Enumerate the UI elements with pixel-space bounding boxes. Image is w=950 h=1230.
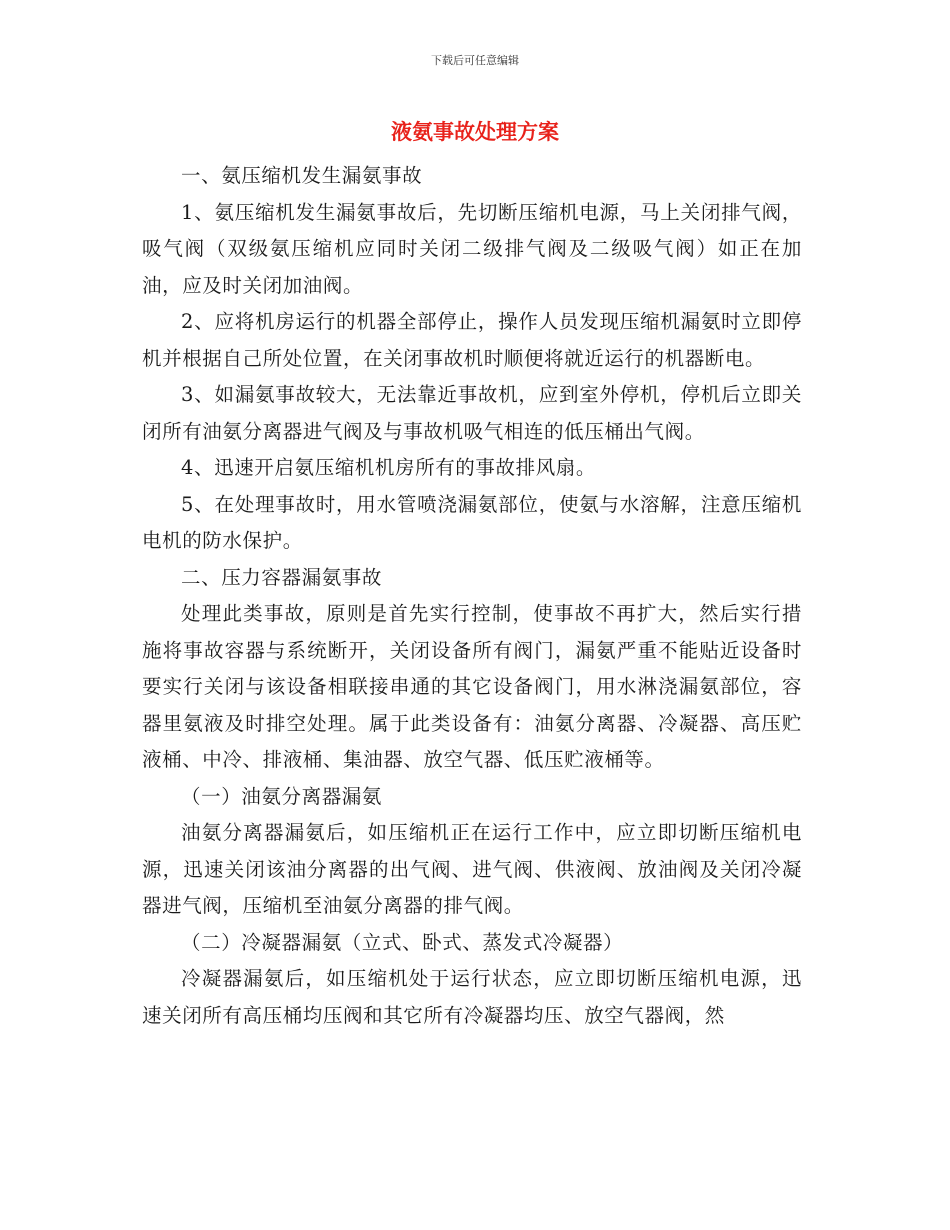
paragraph: 1、氨压缩机发生漏氨事故后，先切断压缩机电源，马上关闭排气阀，吸气阀（双级氨压缩机应同时关闭二级排气阀及二级吸气阀）如正在加油，应及时关闭加油阀。: [142, 200, 802, 297]
paragraph: 3、如漏氨事故较大，无法靠近事故机，应到室外停机，停机后立即关闭所有油氨分离器进气阀及与事故机吸气相连的低压桶出气阀。: [142, 383, 802, 443]
document-body: [142, 158, 802, 1034]
paragraph: 处理此类事故，原则是首先实行控制，使事故不再扩大，然后实行措施将事故容器与系统断开，关闭设备所有阀门，漏氨严重不能贴近设备时要实行关闭与该设备相联接串通的其它设备阀门，用水淋浇漏氨部位，容器里氨液及时排空处理。属于此类设备有：油氨分离器、冷凝器、高压贮液桶、中冷、排液桶、集油器、放空气器、低压贮液桶等。: [142, 602, 802, 771]
paragraph: 2、应将机房运行的机器全部停止，操作人员发现压缩机漏氨时立即停机并根据自己所处位置，在关闭事故机时顺便将就近运行的机器断电。: [142, 310, 802, 370]
document-title: 液氨事故处理方案: [391, 119, 559, 144]
section-heading-1: 一、氨压缩机发生漏氨事故: [181, 164, 423, 187]
paragraph: 5、在处理事故时，用水管喷浇漏氨部位，使氨与水溶解，注意压缩机电机的防水保护。: [142, 492, 802, 552]
paragraph: 4、迅速开启氨压缩机机房所有的事故排风扇。: [181, 456, 597, 479]
paragraph: 油氨分离器漏氨后，如压缩机正在运行工作中，应立即切断压缩机电源，迅速关闭该油分离器的出气阀、进气阀、供液阀、放油阀及关闭冷凝器进气阀，压缩机至油氨分离器的排气阀。: [142, 821, 802, 917]
page-header-note: 下载后可任意编辑: [431, 54, 519, 67]
paragraph: 冷凝器漏氨后，如压缩机处于运行状态，应立即切断压缩机电源，迅速关闭所有高压桶均压阀和其它所有冷凝器均压、放空气器阀，然: [142, 967, 802, 1027]
section-heading-2: 二、压力容器漏氨事故: [181, 565, 383, 589]
subsection-heading-2: （二）冷凝器漏氨（立式、卧式、蒸发式冷凝器）: [181, 930, 624, 954]
subsection-heading-1: （一）油氨分离器漏氨: [181, 784, 383, 808]
